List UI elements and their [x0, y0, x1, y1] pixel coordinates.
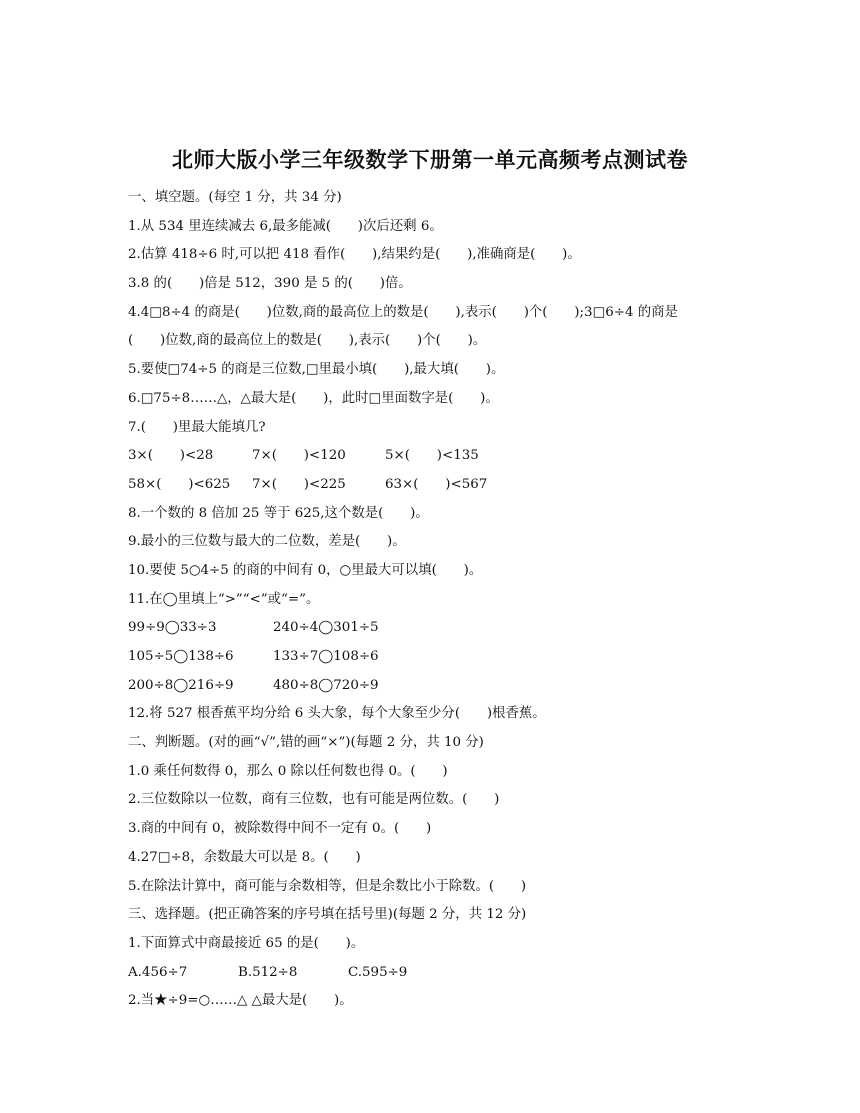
page-title: 北师大版小学三年级数学下册第一单元高频考点测试卷 — [172, 147, 688, 172]
question-1-9: 9.最小的三位数与最大的二位数，差是( )。 — [128, 534, 406, 550]
expression: 63×( )<567 — [385, 476, 488, 492]
question-1-7-row-2 — [128, 471, 748, 500]
question-3-1-options — [128, 959, 748, 988]
question-1-7: 7.( )里最大能填几? — [128, 419, 266, 435]
section-3-heading: 三、选择题。(把正确答案的序号填在括号里)(每题 2 分，共 12 分) — [128, 907, 527, 923]
comparison: 99÷9◯33÷3 — [128, 620, 217, 636]
question-1-11: 11.在◯里填上“>”“<”或“=”。 — [128, 591, 320, 607]
comparison: 480÷8◯720÷9 — [273, 677, 379, 693]
exam-content — [128, 184, 748, 1016]
option-b: B.512÷8 — [238, 964, 298, 980]
question-2-4: 4.27□÷8，余数最大可以是 8。( ) — [128, 849, 361, 865]
option-c: C.595÷9 — [348, 964, 408, 980]
comparison: 240÷4◯301÷5 — [273, 620, 379, 636]
section-2-heading: 二、判断题。(对的画“√”,错的画“×”)(每题 2 分，共 10 分) — [128, 735, 484, 751]
question-2-3: 3.商的中间有 0，被除数得中间不一定有 0。( ) — [128, 821, 432, 837]
question-3-2: 2.当★÷9=○……△ △最大是( )。 — [128, 993, 353, 1009]
question-1-4-line-2: ( )位数,商的最高位上的数是( ),表示( )个( )。 — [128, 333, 487, 349]
question-1-8: 8.一个数的 8 倍加 25 等于 625,这个数是( )。 — [128, 505, 429, 521]
expression: 3×( )<28 — [128, 448, 214, 464]
question-1-3: 3.8 的( )倍是 512，390 是 5 的( )倍。 — [128, 276, 412, 292]
question-1-4-line-1: 4.4□8÷4 的商是( )位数,商的最高位上的数是( ),表示( )个( );3□6÷4 的商是 — [128, 304, 678, 320]
section-1-heading: 一、填空题。(每空 1 分，共 34 分) — [128, 190, 342, 205]
option-a: A.456÷7 — [128, 964, 188, 980]
question-2-5: 5.在除法计算中，商可能与余数相等，但是余数比小于除数。( ) — [128, 878, 527, 894]
comparison: 133÷7◯108÷6 — [273, 649, 379, 664]
expression: 58×( )<625 — [128, 476, 231, 492]
question-1-11-row-3 — [128, 672, 748, 701]
expression: 7×( )<120 — [252, 448, 346, 464]
expression: 5×( )<135 — [385, 448, 479, 464]
comparison: 200÷8◯216÷9 — [128, 677, 234, 693]
question-1-5: 5.要使□74÷5 的商是三位数,□里最小填( ),最大填( )。 — [128, 362, 505, 378]
question-3-1: 1.下面算式中商最接近 65 的是( )。 — [128, 935, 365, 951]
comparison: 105÷5◯138÷6 — [128, 649, 234, 664]
question-1-12: 12.将 527 根香蕉平均分给 6 头大象，每个大象至少分( )根香蕉。 — [128, 706, 546, 722]
question-1-10: 10.要使 5○4÷5 的商的中间有 0，○里最大可以填( )。 — [128, 562, 483, 578]
question-1-1: 1.从 534 里连续减去 6,最多能减( )次后还剩 6。 — [128, 218, 443, 234]
question-1-7-row-1 — [128, 442, 748, 471]
question-2-2: 2.三位数除以一位数，商有三位数，也有可能是两位数。( ) — [128, 792, 500, 808]
question-1-11-row-1 — [128, 614, 748, 643]
question-1-11-row-2 — [128, 643, 748, 672]
question-1-6: 6.□75÷8……△，△最大是( )，此时□里面数字是( )。 — [128, 390, 499, 406]
question-1-2: 2.估算 418÷6 时,可以把 418 看作( ),结果约是( ),准确商是( )。 — [128, 247, 581, 263]
question-2-1: 1.0 乘任何数得 0，那么 0 除以任何数也得 0。( ) — [128, 763, 448, 779]
expression: 7×( )<225 — [252, 476, 346, 492]
